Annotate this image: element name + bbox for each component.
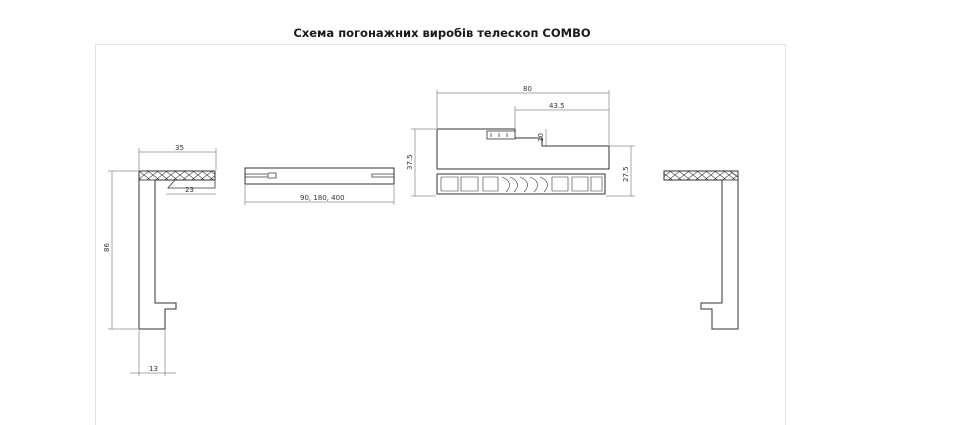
- dim-43-5: 43.5: [549, 102, 565, 110]
- right-corner-profile: [664, 171, 738, 329]
- dim-board-length: 90, 180, 400: [300, 194, 345, 202]
- dim-35: 35: [175, 144, 184, 152]
- dim-80: 80: [523, 85, 532, 93]
- dim-37-5: 37.5: [406, 154, 414, 170]
- telescope-profile: [406, 85, 635, 196]
- dim-13: 13: [149, 365, 158, 373]
- diagram-title: Схема погонажних виробів телескоп COMBO: [293, 26, 591, 40]
- dim-27-5: 27.5: [622, 166, 630, 182]
- dim-86: 86: [103, 243, 111, 252]
- flat-board-profile: [245, 168, 394, 205]
- dim-10: 10: [537, 133, 545, 142]
- dim-23: 23: [185, 186, 194, 194]
- left-corner-profile: [103, 144, 216, 376]
